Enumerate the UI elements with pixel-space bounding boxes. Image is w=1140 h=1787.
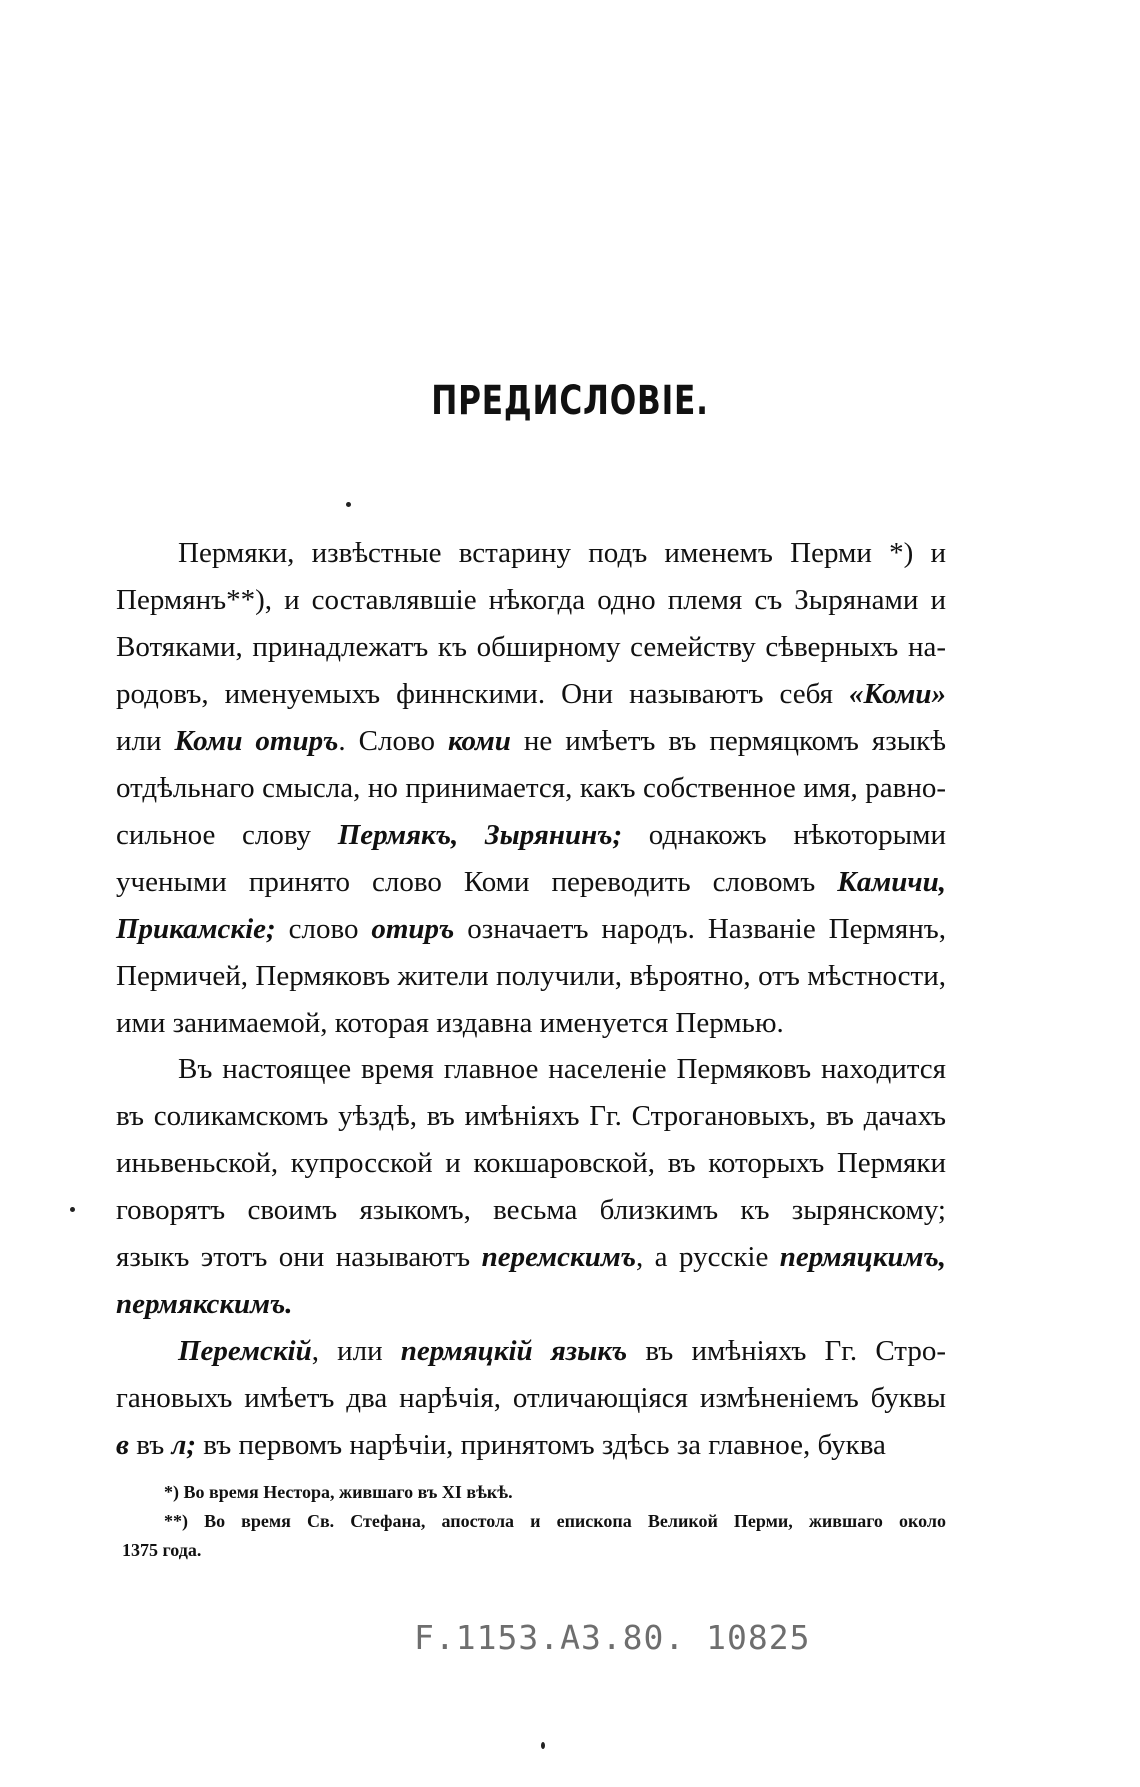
text-run: ими занимаемой, которая издавна именуется Пермью. xyxy=(116,1007,784,1039)
page-title: ПРЕДИСЛОВІЕ. xyxy=(431,378,709,424)
text-line xyxy=(116,624,946,671)
text-run: однакожъ нѣкоторыми xyxy=(622,819,946,851)
library-stamp: F.1153.А3.80. 10825 xyxy=(414,1618,811,1657)
text-run: Въ настоящее время главное населеніе Пермяковъ находится xyxy=(178,1053,946,1085)
emphasized-term: Прикамскіе; xyxy=(116,913,276,945)
text-line xyxy=(116,906,946,953)
emphasized-term: в xyxy=(116,1429,129,1461)
emphasized-term: Пермякъ, Зырянинъ; xyxy=(337,819,623,851)
text-line xyxy=(116,859,946,906)
text-line xyxy=(116,1046,946,1093)
text-run: въ первомъ нарѣчіи, принятомъ здѣсь за главное, буква xyxy=(195,1429,886,1461)
paragraph-2 xyxy=(116,1046,946,1328)
text-line xyxy=(116,530,946,577)
text-line xyxy=(116,577,946,624)
ink-speck xyxy=(541,1742,545,1749)
text-line xyxy=(116,718,946,765)
text-run: , или xyxy=(311,1335,401,1367)
emphasized-term: перемскимъ xyxy=(481,1241,636,1273)
text-line xyxy=(116,1140,946,1187)
emphasized-term: пермякскимъ. xyxy=(116,1288,293,1320)
footnote-2-continuation: 1375 года. xyxy=(122,1540,202,1560)
emphasized-term: Камичи, xyxy=(837,866,946,898)
text-run: Пермяки, извѣстные встарину подъ именемъ Перми *) и xyxy=(178,537,946,569)
text-run: , а русскіе xyxy=(635,1241,780,1273)
emphasized-term: л; xyxy=(171,1429,196,1461)
text-line xyxy=(116,1187,946,1234)
text-run: Вотяками, принадлежатъ къ обширному семейству сѣверныхъ на- xyxy=(116,631,946,663)
emphasized-term: пермяцкій языкъ xyxy=(400,1335,628,1367)
emphasized-term: пермяцкимъ, xyxy=(779,1241,946,1273)
text-run: языкъ этотъ они называютъ xyxy=(116,1241,482,1273)
text-run: иньвеньской, купросской и кокшаровской, въ которыхъ Пермяки xyxy=(116,1147,946,1179)
text-line xyxy=(116,1281,946,1328)
text-run: въ xyxy=(128,1429,172,1461)
text-run: не имѣетъ въ пермяцкомъ языкѣ xyxy=(510,725,947,757)
emphasized-term: отиръ xyxy=(371,913,455,945)
text-run: слово xyxy=(275,913,372,945)
text-line xyxy=(116,1093,946,1140)
text-line xyxy=(116,812,946,859)
text-line xyxy=(116,953,946,1000)
text-line xyxy=(116,1375,946,1422)
text-line xyxy=(116,1234,946,1281)
text-run: . Слово xyxy=(338,725,448,757)
text-run: или xyxy=(116,725,175,757)
footnotes xyxy=(122,1478,946,1565)
text-run: родовъ, именуемыхъ финнскими. Они называютъ себя xyxy=(116,678,850,710)
text-run: отдѣльнаго смысла, но принимается, какъ собственное имя, равно- xyxy=(116,772,946,804)
text-run: гановыхъ имѣетъ два нарѣчія, отличающіяся измѣненіемъ буквы xyxy=(116,1382,946,1414)
emphasized-term: коми xyxy=(447,725,511,757)
text-run: учеными принято слово Коми переводить словомъ xyxy=(116,866,838,898)
footnote-1: *) Во время Нестора, жившаго въ XI вѣкѣ. xyxy=(164,1482,513,1502)
text-line xyxy=(116,765,946,812)
text-line xyxy=(116,1328,946,1375)
text-run: въ имѣніяхъ Гг. Стро- xyxy=(627,1335,946,1367)
text-line xyxy=(116,1000,946,1047)
text-run: говорятъ своимъ языкомъ, весьма близкимъ къ зырянскому; xyxy=(116,1194,946,1226)
ink-speck xyxy=(70,1207,75,1212)
text-line xyxy=(116,1422,946,1469)
text-run: означаетъ народъ. Названіе Пермянъ, xyxy=(454,913,946,945)
emphasized-term: Коми отиръ xyxy=(174,725,339,757)
ink-speck xyxy=(346,502,351,507)
emphasized-term: Перемскій xyxy=(178,1335,312,1367)
text-run: въ соликамскомъ уѣздѣ, въ имѣніяхъ Гг. Строгановыхъ, въ дачахъ xyxy=(116,1100,946,1132)
text-run: Пермичей, Пермяковъ жители получили, вѣроятно, отъ мѣстности, xyxy=(116,960,946,992)
text-run: Пермянъ**), и составлявшіе нѣкогда одно племя съ Зырянами и xyxy=(116,584,946,616)
text-run: сильное слову xyxy=(116,819,338,851)
paragraph-3 xyxy=(116,1328,946,1469)
footnote-2: **) Во время Св. Стефана, апостола и епископа Великой Перми, жившаго около xyxy=(164,1511,946,1531)
emphasized-term: «Коми» xyxy=(849,678,946,710)
paragraph-1 xyxy=(116,530,946,1047)
text-line xyxy=(116,671,946,718)
